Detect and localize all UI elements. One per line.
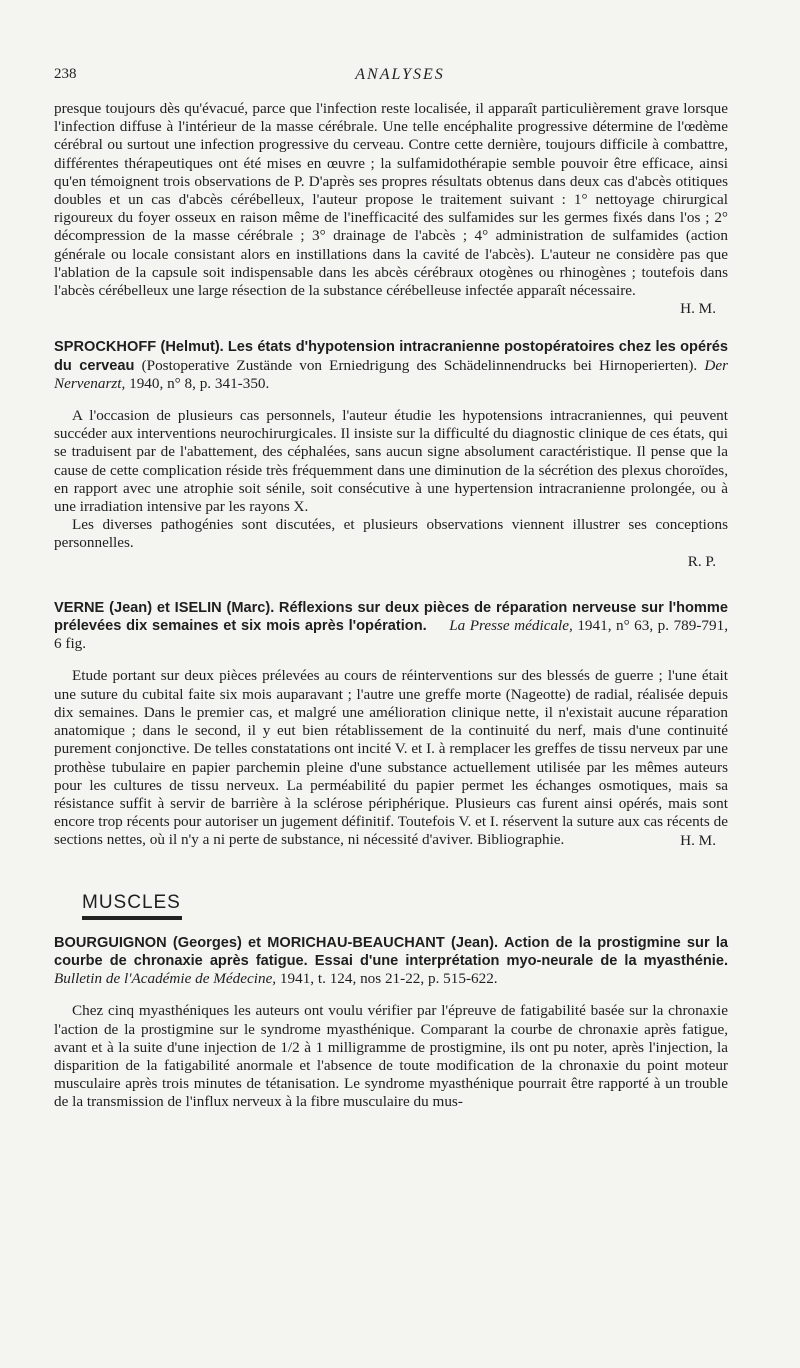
abstract-entry-verne-iselin <box>54 599 728 850</box>
entry-journal: Bulletin de l'Académie de Médecine, <box>54 970 277 988</box>
entry-title: Réflexions sur deux pièces de réparation nerveuse sur l'homme prélevées dix semaines et six mois après l'opération. <box>54 599 728 635</box>
running-title: ANALYSES <box>355 66 445 83</box>
entry-citation <box>54 338 728 393</box>
abstract-paragraph: Chez cinq myasthéniques les auteurs ont voulu vérifier par l'épreuve de fatigabilité basée sur la chronaxie l'action de la prostigmine sur le syndrome myasthénique. Comparant la courbe de chronaxie après fatigue, avant et à la suite d'une injection de 1/2 à 1 milligramme de prostigmine, ils ont pu noter, après l'injection, la disparition de la fatigabilité anormale et l'absence de toute modification de la chronaxie du point moteur musculaire après trois minutes de tétanisation. Le syndrome myasthénique pourrait être rapporté à un trouble de la transmission de l'influx nerveux à la fibre musculaire du mus- <box>54 1002 728 1111</box>
page-number: 238 <box>54 66 77 82</box>
entry-journal: La Presse médicale, <box>449 617 573 635</box>
entry-journal: Der Nervenarzt, <box>54 356 729 392</box>
section-rule <box>82 916 182 920</box>
abstract-paragraph: Les diverses pathogénies sont discutées, et plusieurs observations viennent illustrer ses conceptions personnelles. <box>54 516 728 552</box>
signature: H. M. <box>680 831 716 849</box>
signature: H. M. <box>680 300 716 318</box>
entry-citation <box>54 934 728 989</box>
page-header <box>54 66 746 90</box>
entry-reference: 1941, n° 63, p. 789-791, 6 fig. <box>54 617 728 653</box>
section-heading-muscles <box>82 892 728 920</box>
entry-authors: VERNE (Jean) et ISELIN (Marc). <box>54 599 275 616</box>
abstract-paragraph: presque toujours dès qu'évacué, parce que l'infection reste localisée, il apparaît particulièrement grave lorsque l'infection diffuse à l'intérieur de la masse cérébrale. Une telle encéphalite progressive détermine de l'œdème cérébral ou surtout une infection progressive du cerveau. Contre cette dernière, toujours difficile à combattre, différentes thérapeutiques ont été mises en œuvre ; la sulfamidothérapie semble pouvoir être efficace, ainsi qu'en témoignent trois observations de P. D'après ses propres résultats obtenus dans deux cas d'abcès otitiques doubles et un cas d'abcès cérébelleux, l'auteur propose le traitement suivant : 1° nettoyage chirurgical rigoureux du foyer osseux en raison même de l'inefficacité des sulfamides sur les germes fixés dans l'os ; 2° décompression de la masse cérébrale ; 3° drainage de l'abcès ; 4° administration de sulfamides (action générale ou locale consistant alors en instillations dans la cavité de l'abcès). L'auteur ne considère pas que l'ablation de la capsule soit indispensable dans les abcès cérébraux otogènes ou rhinogènes ; toutefois dans l'abcès cérébelleux une large résection de la substance cérébelleuse infectée apparaît nécessaire. <box>54 100 728 300</box>
continued-abstract <box>54 100 728 318</box>
abstract-signature-line <box>54 300 728 318</box>
abstract-entry-bourguignon <box>54 934 728 1112</box>
abstract-entry-sprockhoff <box>54 338 728 570</box>
entry-original-title: (Postoperative Zustände von Erniedrigung des Schädelinnendrucks bei Hirnoperierten). <box>141 356 698 374</box>
abstract-paragraph: A l'occasion de plusieurs cas personnels, l'auteur étudie les hypotensions intracraniennes, qui peuvent succéder aux interventions neurochirurgicales. Il insiste sur la difficulté du diagnostic clinique de ces états, qui se traduisent par de l'abattement, des céphalées, sans aucun signe absolument caractéristique. Il pense que la cause de cette complication réside très fréquemment dans une diminution de la sécrétion des plexus choroïdes, en rapport avec une atrophie soit sénile, soit consécutive à une hypertension intracranienne prolongée, ou à une irradiation intensive par les rayons X. <box>54 407 728 516</box>
entry-authors: SPROCKHOFF (Helmut). <box>54 339 224 356</box>
entry-reference: 1941, t. 124, nos 21-22, p. 515-622. <box>279 970 498 988</box>
page-body <box>54 100 728 1112</box>
abstract-signature-line <box>54 553 728 571</box>
abstract-paragraph: Etude portant sur deux pièces prélevées au cours de réinterventions sur des blessés de guerre ; l'une était une suture du cubital faite six mois auparavant ; l'autre une greffe morte (Nageotte) de radial, réalisée depuis dix semaines. Dans le premier cas, et malgré une amélioration clinique nette, il n'existait aucune réparation anatomique ; dans le second, il y eut bien rétablissement de la continuité du nerf, mais d'une continuité purement conjonctive. De telles constatations ont incité V. et I. à remplacer les greffes de tissu nerveux par une prothèse tubulaire en papier parchemin pleine d'une substance actuellement utilisée par les mêmes auteurs pour les cultures de tissu nerveux. La perméabilité du papier permet les échanges osmotiques, mais sa résistance suffit à servir de barrière à la sclérose périphérique. Plusieurs cas furent ainsi opérés, mais sont encore trop récents pour autoriser un jugement définitif. Toutefois V. et I. réservent la suture aux cas récents de sections nettes, où il n'y a ni perte de substance, ni nécessité d'aviver. Bibliographie. <box>54 667 728 849</box>
entry-title: Action de la prostigmine sur la courbe de chronaxie après fatigue. Essai d'une interprétation myo-neurale de la myasthénie. <box>54 934 728 969</box>
entry-authors: BOURGUIGNON (Georges) et MORICHAU-BEAUCHANT (Jean). <box>54 934 499 951</box>
entry-reference: 1940, n° 8, p. 341-350. <box>129 374 270 392</box>
section-title: MUSCLES <box>82 891 181 913</box>
signature: R. P. <box>687 552 716 570</box>
entry-citation <box>54 599 728 654</box>
entry-title: Les états d'hypotension intracranienne postopératoires chez les opérés du cerveau <box>54 339 728 374</box>
